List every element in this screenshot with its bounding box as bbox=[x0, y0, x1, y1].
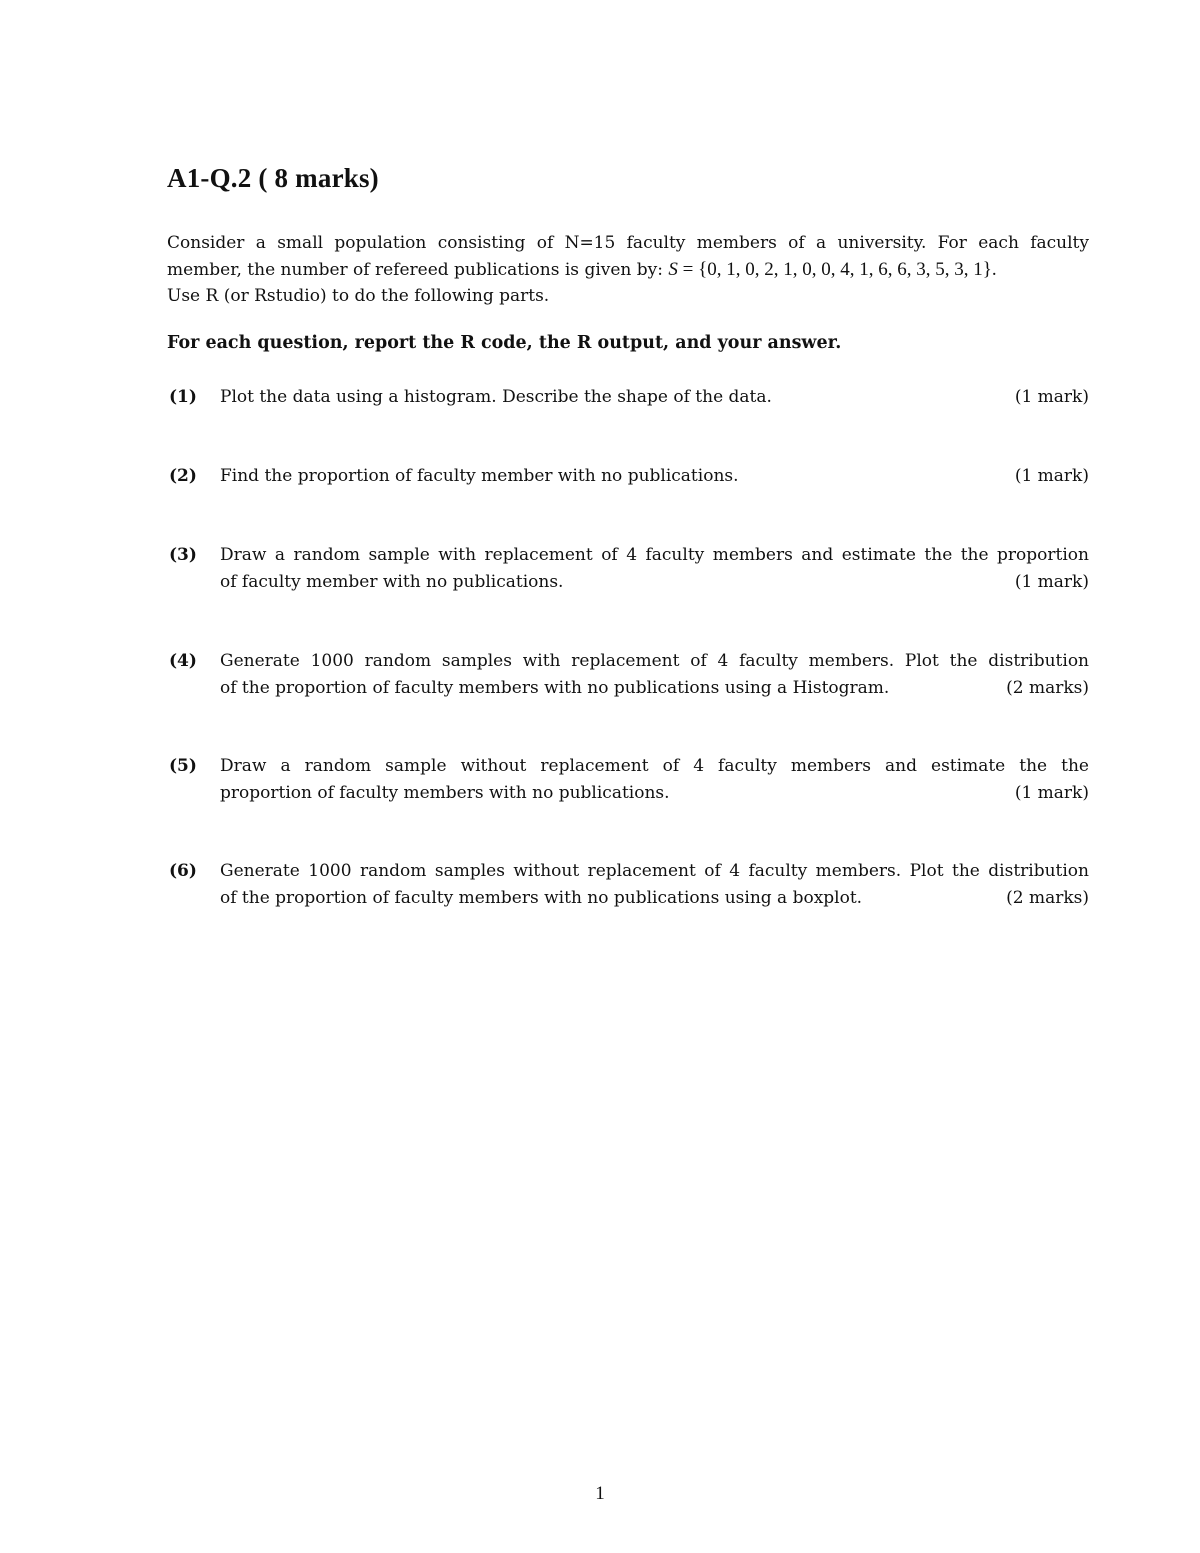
question-marks: (1 mark) bbox=[1014, 782, 1089, 803]
question-body bbox=[220, 384, 1089, 411]
intro-line-1: Consider a small population consisting of N=15 faculty members of a university. For each faculty bbox=[167, 233, 1089, 253]
question-text: of faculty member with no publications. bbox=[220, 571, 564, 592]
question-body bbox=[220, 648, 1089, 701]
question-text: of the proportion of faculty members with no publications using a Histogram. bbox=[220, 677, 890, 698]
question-line bbox=[220, 780, 1089, 807]
page-number: 1 bbox=[595, 1483, 605, 1504]
question-line bbox=[220, 384, 1089, 411]
question-line: Draw a random sample with replacement of 4 faculty members and estimate the the proportion bbox=[220, 545, 1089, 565]
question-number: (3) bbox=[169, 545, 197, 565]
question-marks: (1 mark) bbox=[1014, 387, 1089, 407]
question-text: of the proportion of faculty members with no publications using a boxplot. bbox=[220, 887, 863, 908]
question-line bbox=[220, 885, 1089, 912]
question-line: Generate 1000 random samples with replacement of 4 faculty members. Plot the distribution bbox=[220, 651, 1089, 671]
question-body bbox=[220, 463, 1089, 490]
question-line: Draw a random sample without replacement of 4 faculty members and estimate the the bbox=[220, 756, 1089, 776]
question-number: (4) bbox=[169, 651, 197, 671]
question-line bbox=[220, 675, 1089, 702]
question-body bbox=[220, 858, 1089, 911]
question-number: (2) bbox=[169, 466, 197, 486]
question-line bbox=[220, 569, 1089, 596]
instructions: For each question, report the R code, the R output, and your answer. bbox=[167, 333, 842, 353]
question-marks: (2 marks) bbox=[1006, 677, 1089, 698]
intro-line-3: Use R (or Rstudio) to do the following parts. bbox=[167, 286, 550, 306]
question-text: Plot the data using a histogram. Describe the shape of the data. bbox=[220, 387, 772, 407]
question-text: proportion of faculty members with no publications. bbox=[220, 782, 670, 803]
question-number: (6) bbox=[169, 861, 197, 881]
intro-paragraph bbox=[167, 230, 1089, 310]
question-marks: (1 mark) bbox=[1014, 571, 1089, 592]
question-marks: (2 marks) bbox=[1006, 887, 1089, 908]
assignment-title: A1-Q.2 ( 8 marks) bbox=[167, 163, 379, 193]
set-values: = {0, 1, 0, 2, 1, 0, 0, 4, 1, 6, 6, 3, 5, 3, 1}. bbox=[677, 258, 997, 280]
question-number: (1) bbox=[169, 387, 197, 407]
question-number: (5) bbox=[169, 756, 197, 776]
set-expression bbox=[668, 259, 996, 280]
question-line bbox=[220, 463, 1089, 490]
intro-line-2-prefix: member, the number of refereed publications is given by: bbox=[167, 259, 669, 280]
intro-line-2 bbox=[167, 257, 1089, 284]
question-marks: (1 mark) bbox=[1014, 466, 1089, 486]
question-body bbox=[220, 542, 1089, 595]
question-body bbox=[220, 753, 1089, 806]
set-variable: S bbox=[668, 258, 678, 280]
question-text: Find the proportion of faculty member with no publications. bbox=[220, 466, 739, 486]
question-line: Generate 1000 random samples without replacement of 4 faculty members. Plot the distribution bbox=[220, 861, 1089, 881]
